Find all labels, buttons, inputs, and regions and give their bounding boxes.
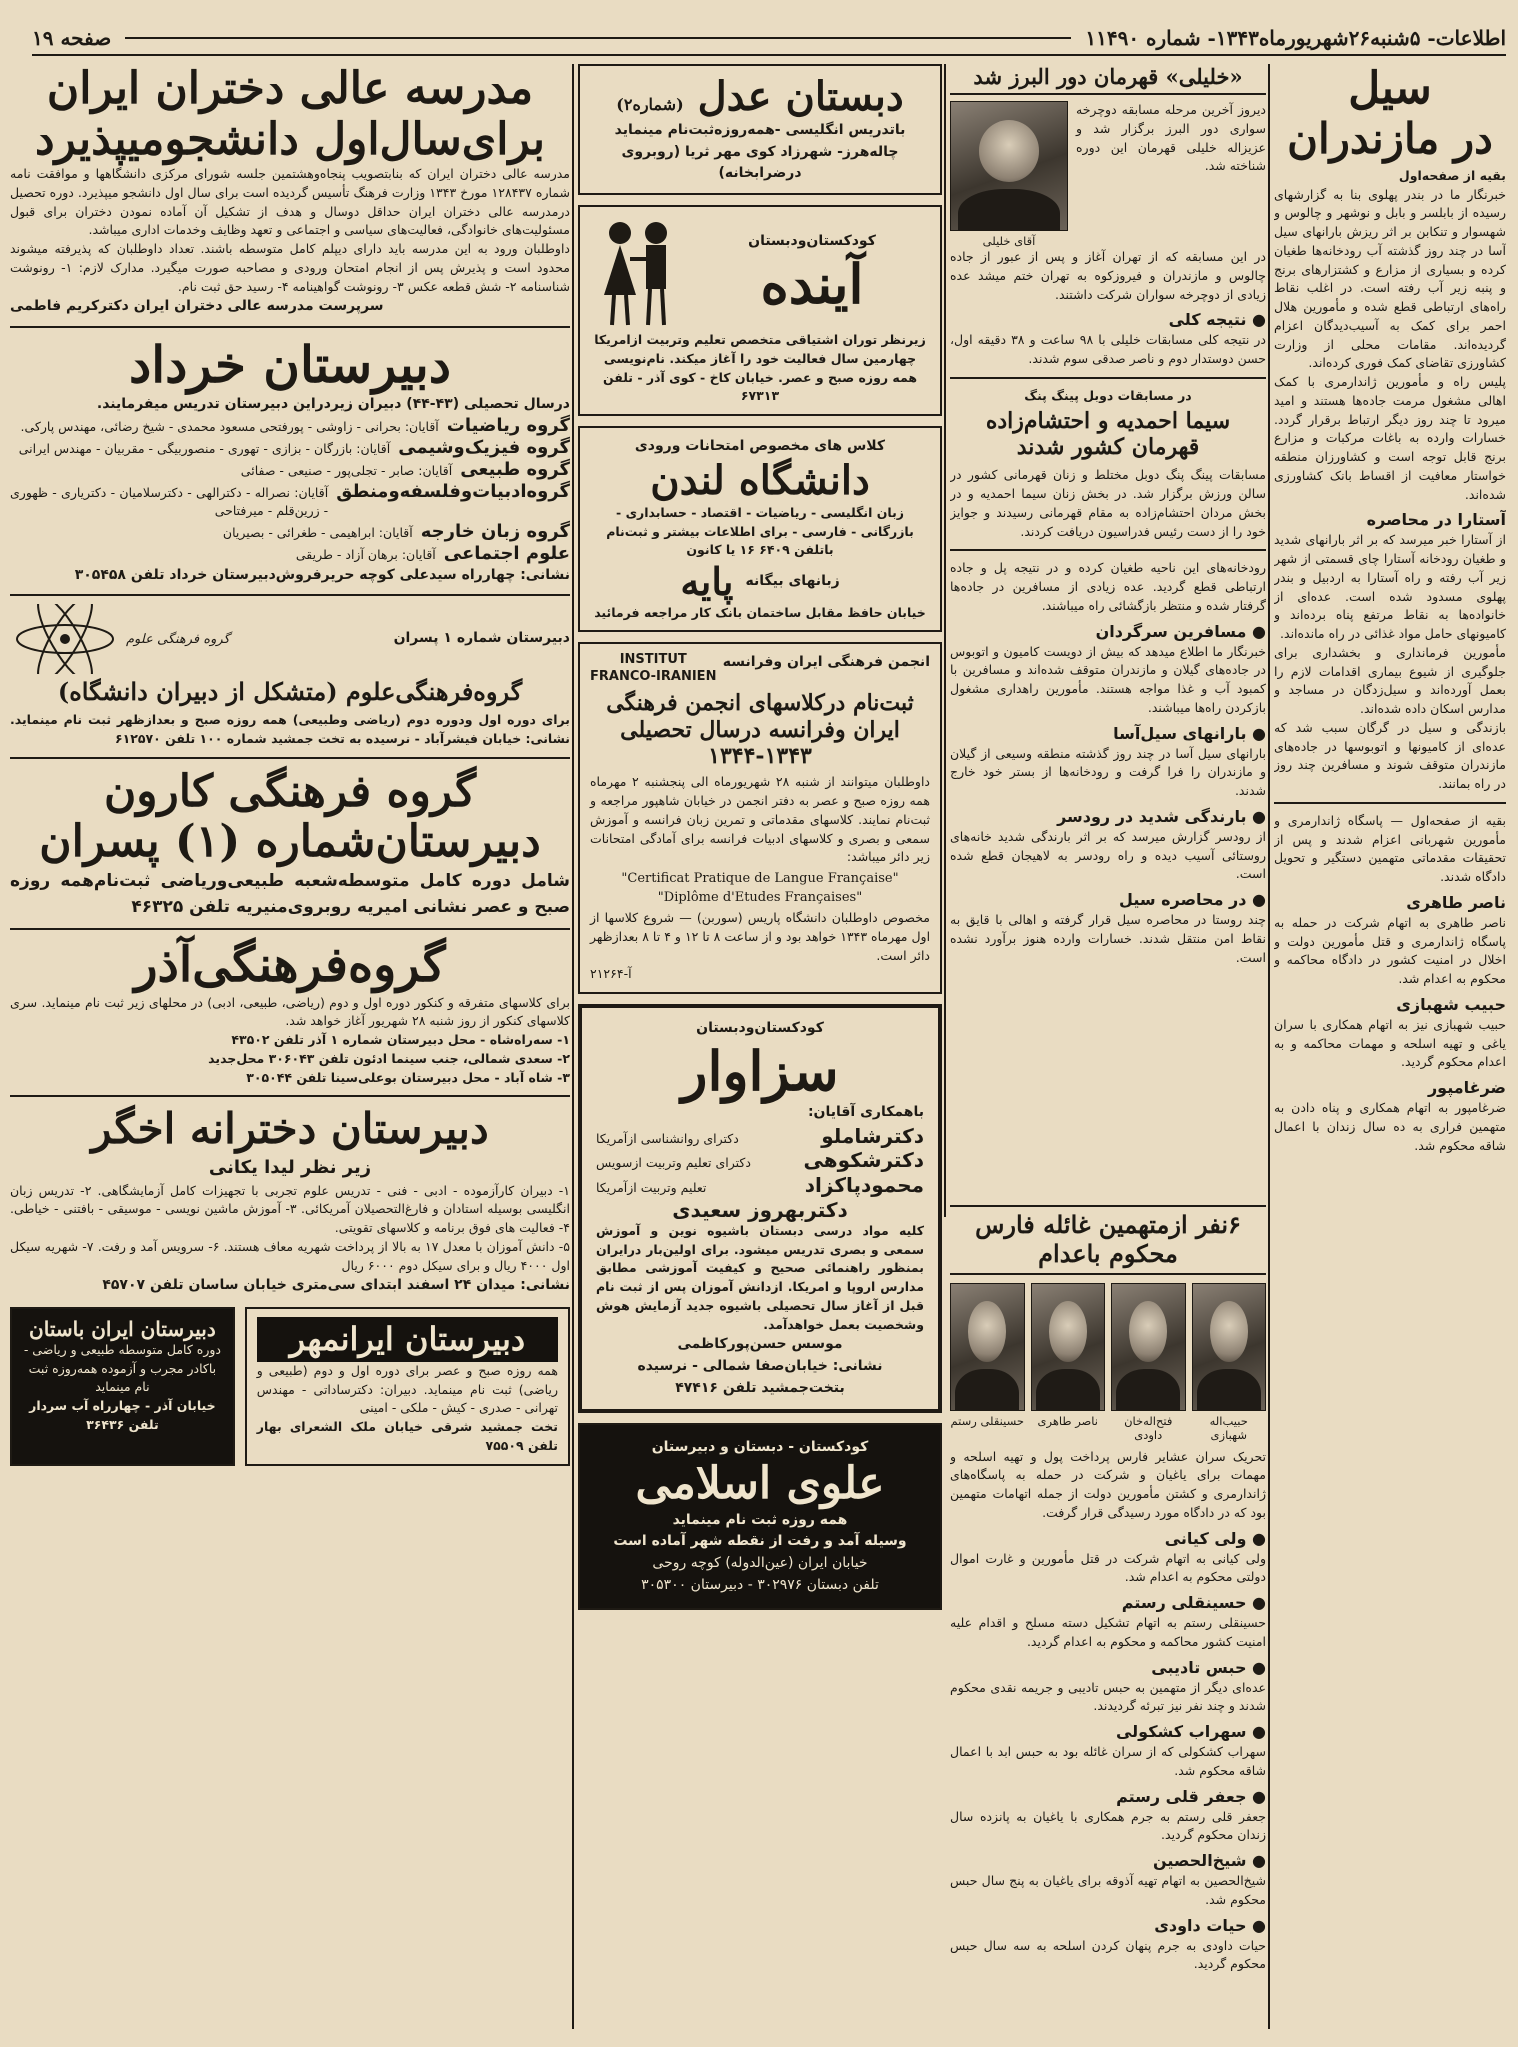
sentence-headline: ۶نفر ازمتهمین غائله فارس محکوم باعدام: [950, 1205, 1266, 1275]
defendant-photos: [950, 1283, 1266, 1442]
ad-azar: [10, 938, 570, 1087]
faculty-names: آقایان: صابر - تجلی‌پور - صنیعی - صفائی: [240, 462, 453, 478]
ad-alavi: [578, 1423, 942, 1610]
column-rule: [572, 64, 574, 2029]
defendant-photo: [1192, 1283, 1267, 1411]
sentence-subhead: حبیب شهبازی: [1396, 994, 1506, 1014]
flood-paragraph: بازندگی و سیل در گرگان سبب شد که عده‌ای از کامیونها و اتوبوسها در جاده‌های مازندران متوقف شوند و مسافرین چند روز در راه بمانند.: [1274, 719, 1506, 792]
ad-address: تخت جمشید شرقی خیابان ملک الشعرای بهار تلفن ۷۵۵۰۹: [256, 1419, 558, 1453]
left-ads-column: [10, 64, 570, 2029]
sentence-paragraph: حسینقلی رستم به اتهام تشکیل دسته مسلح و اقدام علیه امنیت کشور محاکمه و محکوم به اعدام گردید.: [950, 1615, 1266, 1649]
ad-intro: درسال تحصیلی (۴۳-۴۴) دبیران زیردراین دبیرستان تدریس میفرمایند.: [96, 395, 570, 412]
ad-kicker: کلاس های مخصوص امتحانات ورودی: [634, 438, 886, 455]
divider: [10, 928, 570, 930]
ad-director: موسس حسن‌پورکاظمی: [677, 1336, 843, 1353]
ad-address: نشانی: خیابان‌صفا شمالی - نرسیده بتخت‌جمشید تلفن ۴۷۴۱۶: [637, 1358, 883, 1396]
faculty-names: آقایان: نصراله - دکترالهی - دکترسلامیان - دکتریاری - ظهوری - زرین‌قلم - میرفتاحی: [10, 484, 329, 519]
ad-title: دبیرستان دخترانه اخگر: [91, 1104, 489, 1154]
ad-title: دبیرستان ایران باستان: [29, 1316, 216, 1341]
ad-kicker: باهمکاری آقایان:: [807, 1103, 924, 1120]
certificate-name: "Certificat Pratique de Langue Française": [621, 871, 899, 887]
flood-article: [1274, 64, 1506, 2029]
ad-location: ۲- سعدی شمالی، جنب سینما ادئون تلفن ۳۰۶۰۴۳ محل‌جدید: [208, 1050, 570, 1066]
ad-address: خیابان آذر - چهارراه آب سردار تلفن ۳۶۴۳۶: [29, 1398, 216, 1432]
faculty-names: آقایان: بازرگان - بزازی - تهوری - منصوربیگی - مقربیان - مهندس ایرانی: [18, 441, 391, 457]
masthead: اطلاعات- ۵شنبه۲۶شهریورماه۱۳۴۳- شماره ۱۱۴۹۰: [1085, 26, 1506, 50]
ad-body: شامل دوره کامل متوسطه‌شعبه طبیعی‌وریاضی ثبت‌نام‌همه روزه صبح و عصر نشانی امیریه روبروی‌منیریه تلفن ۴۶۳۲۵: [10, 870, 570, 918]
sentence-article: [950, 1205, 1266, 2029]
cycling-paragraph: در نتیجه کلی مسابقات خلیلی با ۹۸ ساعت و ۳۸ دقیقه اول، حسن دوستدار دوم و ناصر صدقی سوم شدند.: [950, 332, 1266, 367]
staff-credential: دکترای روانشناسی ازآمریکا: [596, 1130, 739, 1146]
ad-phone: تلفن دبستان ۳۰۲۹۷۶ - دبیرستان ۳۰۵۳۰۰: [641, 1576, 879, 1593]
faculty-group: گروه طبیعی: [460, 458, 570, 480]
logo-text: گروه فرهنگی علوم: [126, 631, 230, 647]
ad-title: دبیرستان ایرانمهر: [257, 1317, 558, 1362]
ad-title: آینده: [760, 251, 864, 316]
ad-karoun: [10, 767, 570, 921]
cyclist-photo-block: [950, 101, 1068, 248]
ad-london: [578, 426, 942, 632]
ad-body: برای کلاسهای متفرقه و کنکور دوره اول و دوم (ریاضی، طبیعی، ادبی) در محلهای زیر ثبت نام مینماید. سری کلاسهای کنکور از روز شنبه ۲۸ شهریور آغاز خواهد شد.: [10, 994, 570, 1029]
sentence-subhead: ناصر طاهری: [1406, 892, 1506, 912]
ad-body: زیرنظر توران اشتیاقی متخصص تعلیم وتربیت ازامریکا چهارمین سال فعالیت خود را آغاز میکند. نام‌نویسی همه روزه صبح و عصر. خیابان کاخ - کوی آذر - تلفن ۶۷۳۱۳: [594, 332, 926, 404]
divider: [10, 757, 570, 759]
ad-branch: (شماره۲): [616, 95, 684, 114]
ad-address: چاله‌هرز- شهرزاد کوی مهر ثریا (روبروی درضرابخانه): [621, 143, 899, 182]
sentence-subhead: ضرغامپور: [1427, 1078, 1506, 1098]
masthead-bar: [32, 22, 1506, 56]
sentence-subhead: ● شیخ‌الحصین: [1152, 1851, 1266, 1871]
divider: [10, 594, 570, 596]
sentence-paragraph: سهراب کشکولی که از سران غائله بود به حبس ابد با اعمال شاقه محکوم شد.: [950, 1744, 1266, 1778]
ad-address: نشانی: میدان ۲۴ اسفند ابتدای سی‌متری خیابان ساسان تلفن ۴۵۷۰۷: [102, 1277, 570, 1294]
staff-name: دکتربهروز سعیدی: [672, 1197, 848, 1222]
defendant-photo: [1111, 1283, 1186, 1411]
ad-title: دبیرستان‌شماره (۱) پسران: [39, 816, 541, 868]
ad-subtitle: باتدریس انگلیسی -همه‌روزه‌ثبت‌نام مینماید: [614, 122, 906, 138]
ad-sazavar: [578, 1004, 942, 1413]
ad-address: خیابان ایران (عین‌الدوله) کوچه روحی: [652, 1555, 868, 1572]
page-number: صفحه ۱۹: [32, 26, 112, 50]
flood-paragraph: چند روستا در محاصره سیل قرار گرفته و اهالی با قایق به نقاط امن منتقل شدند. خسارات وارده هنوز برآورد نشده است.: [950, 912, 1266, 965]
ad-body: کلیه مواد درسی دبستان باشیوه نوین و آموزش سمعی و بصری تدریس میشود. برای اولین‌بار درایران بمنظور راهنمائی صحیح و کیفیت آموزشی مطابق مدارس اروپا و امریکا. ازدانش آموزان پس از ثبت نام قبل از آغاز سال تحصیلی باشیوه جدید آزمایش هوش وشخصیت بعمل خواهدآمد.: [596, 1222, 924, 1332]
ad-body: برای دوره اول ودوره دوم (ریاضی وطبیعی) همه روزه صبح و بعدازظهر ثبت نام مینماید. نشانی: خیابان فیشرآباد - نرسیده به تخت جمشید شماره ۱۰۰ تلفن ۶۱۲۵۷۰: [10, 712, 570, 746]
ad-ayande: [578, 205, 942, 416]
ad-body: زبان انگلیسی - ریاضیات - اقتصاد - حسابداری - بازرگانی - فارسی - برای اطلاعات بیشتر و ثبت‌نام باتلفن ۶۴۰۹ ۱۶ یا کانون: [606, 504, 914, 558]
ad-subtitle: همه روزه ثبت نام مینماید: [672, 1511, 848, 1528]
cyclist-photo: [950, 101, 1068, 231]
ad-olum: [10, 604, 570, 748]
ad-kicker: کودکستان‌ودبستان: [748, 233, 876, 250]
sentence-paragraph: ولی کیانی به اتهام شرکت در قتل مأمورین و غارت اموال دولتی محکوم به اعدام شد.: [950, 1550, 1266, 1585]
cycling-block: [950, 101, 1266, 248]
ad-khordad: [10, 336, 570, 586]
cycling-paragraph: در این مسابقه که از تهران آغاز و پس از عبور از جاده چالوس و مازندران و فیروزکوه به تهران ختم میشد عده زیادی از دوچرخه سواران شرکت داشتند.: [950, 249, 1266, 302]
ad-adl: [578, 64, 942, 195]
flood-paragraph: مأمورین فرمانداری و بخشداری برای جلوگیری از شیوع بیماری اقدامات لازم را بعمل آورده‌اند و سیل‌زدگان در مساجد و مدارس اسکان داده شده‌اند.: [1274, 644, 1506, 717]
flood-paragraph: از آستارا خبر میرسد که بر اثر بارانهای شدید و طغیان رودخانه آستارا چای قسمتی از شهر زیر آب رفته و راه آستارا به اردبیل و بندر پهلوی مسدود شده است. عده‌ای از خانواده‌ها به نقاط مرتفع پناه برده‌اند و کامیونهای حامل مواد غذائی در راه مانده‌اند.: [1274, 532, 1506, 642]
faculty-group: گروه فیزیک‌وشیمی: [398, 437, 570, 459]
divider: [10, 326, 570, 328]
sentence-subhead: ● جعفر قلی رستم: [1116, 1786, 1266, 1806]
cycling-subhead: ● نتیجه کلی: [1168, 310, 1266, 330]
ad-title: سزاوار: [681, 1038, 839, 1103]
flood-subhead: ● مسافرین سرگردان: [1095, 621, 1266, 641]
ad-title: علوی اسلامی: [635, 1458, 885, 1510]
staff-name: دکترشاملو: [821, 1123, 924, 1148]
institut-name: INSTITUT: [619, 652, 687, 668]
flood-title-1: سیل: [1348, 64, 1432, 114]
pingpong-kicker: در مسابقات دوبل پینگ پنگ: [1024, 387, 1192, 403]
ad-subtitle: زیر نظر لیدا یکانی: [208, 1156, 372, 1178]
ad-title: گروه‌فرهنگی‌آذر: [134, 937, 446, 994]
flood-paragraph: بارانهای سیل آسا در چند روز گذشته منطقه وسیعی از گیلان و مازندران را فرا گرفت و رودخانه‌ها از بستر خود خارج شدند.: [950, 745, 1266, 799]
staff-name: دکترشکوهی: [803, 1148, 924, 1173]
ad-body: مخصوص داوطلبان دانشگاه پاریس (سوربن) — شروع کلاسها از اول مهرماه ۱۳۴۳ خواهد بود و از ساعت ۸ تا ۱۲ و ۴ تا ۸ بعدازظهر دائر است.: [590, 910, 931, 963]
column-rule: [944, 64, 946, 1217]
masthead-rule: [125, 37, 1071, 39]
sentence-paragraph: جعفر قلی رستم به جرم همکاری با یاغیان به پانزده سال زندان محکوم گردید.: [950, 1808, 1266, 1843]
ad-title: گروه فرهنگی کارون: [103, 765, 477, 817]
sentence-paragraph: حیات داودی به جرم پنهان کردن اسلحه به سه سال حبس محکوم گردید.: [950, 1937, 1266, 1972]
ad-body: ۵- دانش آموزان با معدل ۱۷ به بالا از پرداخت شهریه معاف هستند. ۶- سرویس آمد و رفت. ۷- شهریه سیکل اول ۴۰۰۰ ریال و برای سیکل دوم ۶۰۰۰ ریال: [10, 1238, 570, 1273]
ad-body: داوطلبان ورود به این مدرسه باید دارای دیپلم کامل متوسطه باشند. تعداد داوطلبان که پذیرفته میشوند محدود است و پذیرش پس از انجام امتحان ورودی و مصاحبه صورت میگیرد. مدارک لازم: ۱- رونوشت شناسنامه ۲- شش قطعه عکس ۳- رونوشت گواهینامه ۴- رسید حق ثبت نام.: [10, 241, 570, 294]
ad-title: ثبت‌نام درکلاسهای انجمن فرهنگی ایران وفرانسه درسال تحصیلی ۱۳۴۳-۱۳۴۴: [606, 690, 914, 769]
sentence-paragraph: ضرغامپور به اتهام همکاری و پناه دادن به متهمین فراری به ده سال زندان با اعمال شاقه محکوم شد.: [1274, 1100, 1506, 1153]
ad-title: برای‌سال‌اول دانشجومیپذیرد: [35, 113, 545, 165]
divider: [950, 549, 1266, 551]
photo-caption: حبیب‌اله شهبازی: [1209, 1413, 1248, 1442]
faculty-group: گروه زبان خارجه: [420, 521, 570, 543]
ad-location: ۳- شاه آباد - محل دبیرستان بوعلی‌سینا تلفن ۳۰۵۰۴۴: [246, 1069, 570, 1085]
ad-body: همه روزه صبح و عصر برای دوره اول و دوم (طبیعی و ریاضی) ثبت نام مینماید. دبیران: دکترساداتی - مهندس تهرانی - صدری - کیش - ملکی - امینی: [256, 1362, 558, 1416]
staff-name: محمودپاکزاد: [804, 1173, 924, 1198]
ad-akhgar: [10, 1105, 570, 1297]
children-illustration: [590, 215, 686, 331]
divider: [950, 377, 1266, 379]
sentence-paragraph: عده‌ای دیگر از متهمین به حبس تادیبی و جریمه نقدی محکوم شدند و چند نفر نیز تبرئه گردیدند.: [950, 1679, 1266, 1714]
flood-paragraph: رودخانه‌های این ناحیه طغیان کرده و در نتیجه پل و جاده ارتباطی قطع گردید. عده زیادی از مسافرین در جاده‌ها گرفتار شده و منتظر بازگشائی راه میباشند.: [950, 560, 1266, 613]
ad-body: داوطلبان میتوانند از شنبه ۲۸ شهریورماه الی پنجشنبه ۲ مهرماه همه روزه صبح و عصر به دفتر انجمن در خیابان شاهپور مراجعه و ثبت‌نام نمایند. کلاسهای مقدماتی و تمرین زبان فرانسه و آموزش سمعی و بصری و کلاسهای ادبیات فرانسه برای آمادگی امتحانات زیر دائر میباشد:: [590, 774, 931, 865]
ad-address: نشانی: چهارراه سیدعلی کوچه حریرفروش‌دبیرستان خرداد تلفن ۳۰۵۴۵۸: [74, 566, 570, 583]
flood-subhead: ● در محاصره سیل: [1119, 890, 1266, 910]
faculty-names: آقایان: برهان آزاد - طریقی: [295, 546, 436, 562]
faculty-group: گروه ریاضیات: [446, 415, 570, 437]
ad-title: دبیرستان خرداد: [128, 335, 452, 395]
flood-subhead: ● بارانهای سیل‌آسا: [1113, 723, 1266, 743]
ad-body: دوره کامل متوسطه طبیعی و ریاضی - باکادر مجرب و آزموده همه‌روزه ثبت نام مینماید: [23, 1341, 221, 1395]
sentence-continued: بقیه از صفحه‌اول — پاسگاه ژاندارمری و مأمورین شهربانی اعزام شدند و پس از تحقیقات مقدماتی متهمین دستگیر و تحویل دادگاه شدند.: [1274, 812, 1506, 885]
ad-kicker: کودکستان - دبستان و دبیرستان: [651, 1439, 869, 1456]
flood-paragraph: خبرنگار ما اطلاع میدهد که بیش از دویست کامیون و اتوبوس در جاده‌های گیلان و مازندران متوقف شده‌اند و مسافرین با کمبود آب و غذا مواجه هستند. مأمورین راهداری مشغول بازکردن راه‌ها میباشند.: [950, 643, 1266, 715]
cycling-headline: «خلیلی» قهرمان دور البرز شد: [950, 64, 1266, 95]
ad-title: گروه‌فرهنگی‌علوم (متشکل از دبیران دانشگاه): [57, 677, 523, 707]
ad-kicker: انجمن فرهنگی ایران وفرانسه: [722, 654, 930, 671]
ad-title: دانشگاه لندن: [650, 456, 870, 504]
ad-kicker: زبانهای بیگانه: [745, 573, 840, 589]
sentence-subhead: ● ولی کیانی: [1164, 1528, 1266, 1548]
ad-title: دبستان عدل (شماره۲): [616, 73, 904, 120]
faculty-group: علوم اجتماعی: [443, 542, 570, 564]
ad-body: ۱- دبیران کارآزموده - ادبی - فنی - تدریس علوم تجربی با تجهیزات کامل آزمایشگاهی. ۲- تدریس زبان انگلیسی بوسیله استادان و فارغ‌التحصیلان آمریکائی. ۳- آموزش ماشین نویسی - موسیقی - بافتنی - خیاطی. ۴- فعالیت های فوق برنامه و کلاسهای تقویتی.: [10, 1182, 570, 1236]
column-rule: [1268, 64, 1270, 2029]
flood-subhead: ● بارندگی شدید در رودسر: [1057, 806, 1266, 826]
flood-subhead: آستارا در محاصره: [1366, 510, 1506, 530]
ad-body: مدرسه عالی دختران ایران که بنابتصویب پنجاه‌وهشتمین جلسه شورای مرکزی دانشگاهها و موافقت نامه شماره ۱۲۸۴۳۷ مورخ ۱۳۴۳ وزارت فرهنگ تأسیس گردیده است برای سال اول دانشجو میپذیرد. دوره تحصیل درمدرسه عالی دختران ایران حداقل دوسال و هدف از تشکیل آن آماده نمودن دختران برای قبول مسئولیت‌های خانوادگی، فعالیت‌های سیاسی و اجتماعی و تعهد وظایف وخدمات اداری میباشد.: [10, 166, 570, 238]
flood-paragraph: پلیس راه و مأمورین ژاندارمری با کمک اهالی مشغول مرمت جاده‌ها هستند و امید میرود تا چند روز دیگر ارتباط برقرار گردد. خسارات وارده به باغات مرکبات و مزارع برنج قابل توجه است و کشاورزان منطقه خواستار معافیت از اقساط بانک کشاورزی شده‌اند.: [1274, 374, 1506, 502]
photo-caption: حسینقلی رستم: [950, 1413, 1024, 1428]
ad-kicker: کودکستان‌ودبستان: [696, 1020, 824, 1037]
defendant-photo: [950, 1283, 1025, 1411]
staff-credential: دکترای تعلیم وتربیت ازسویس: [596, 1155, 751, 1171]
sentence-subhead: ● حیات داودی: [1154, 1915, 1266, 1935]
ad-location: ۱- سه‌راه‌شاه - محل دبیرستان شماره ۱ آذر تلفن ۴۳۵۰۲: [231, 1032, 570, 1048]
ad-madrese-aali: [10, 64, 570, 318]
ad-iranbastan: [10, 1307, 235, 1466]
sentence-subhead: ● حسینقلی رستم: [1121, 1593, 1266, 1613]
defendant-photo: [1031, 1283, 1106, 1411]
faculty-group: گروه‌ادبیات‌وفلسفه‌ومنطق: [336, 480, 570, 502]
flood-paragraph: از رودسر گزارش میرسد که بر اثر بارندگی شدید خانه‌های روستائی آسیب دیده و راه رودسر به لاهیجان قطع شده است.: [950, 828, 1266, 882]
ad-institut: [578, 642, 942, 994]
faculty-names: آقایان: ابراهیمی - طغرائی - بصیریان: [222, 525, 413, 541]
sports-column: [950, 64, 1266, 1217]
sentence-paragraph: حبیب شهبازی نیز به اتهام همکاری با سران یاغی و تهیه اسلحه و مهمات محاکمه و به اعدام محکوم گردید.: [1274, 1016, 1506, 1070]
ad-reference: آ-۲۱۲۶۴: [590, 966, 632, 982]
ad-iranmehr: [245, 1307, 570, 1466]
certificate-name: "Diplôme d'Etudes Françaises": [657, 890, 863, 906]
pingpong-headline: سیما احمدیه و احتشام‌زاده قهرمان کشور شدند: [985, 407, 1231, 461]
divider: [1274, 802, 1506, 804]
flood-paragraph: خبرنگار ما در بندر پهلوی بنا به گزارشهای رسیده از بابلسر و بابل و نوشهر و چالوس و شهسوار و تنکابن بر اثر ریزش بارانهای سیل آسا در چند روز گذشته آب رودخانه‌ها طغیان کرده و بسیاری از مزارع و کشتزارهای برنج و پنبه زیر آب رفته است. در اغلب نقاط راه‌های ارتباطی قطع شده و مأمورین هلال احمر برای کمک به آسیب‌دیدگان اعزام گردیده‌اند. مقامات محلی از وزارت کشاورزی تقاضای کمک فوری کرده‌اند.: [1274, 186, 1506, 371]
ad-kicker: دبیرستان شماره ۱ پسران: [393, 630, 570, 647]
staff-credential: تعلیم وتربیت ازآمریکا: [596, 1180, 707, 1196]
sentence-paragraph: ناصر طاهری به اتهام شرکت در حمله به پاسگاه ژاندارمری و قتل مأمورین دولت و اخلال در امنیت کشور در دادگاه محاکمه و محکوم به اعدام شد.: [1274, 914, 1506, 987]
ad-title: پایه: [680, 559, 734, 604]
photo-caption: آقای خلیلی: [982, 234, 1036, 249]
ad-signature: سرپرست مدرسه عالی دختران ایران دکترکریم فاطمی: [10, 298, 384, 315]
ad-transport: وسیله آمد و رفت از نقطه شهر آماده است: [613, 1533, 907, 1550]
flood-title-2: در مازندران: [1287, 113, 1493, 163]
school-ads-column: [578, 64, 942, 2029]
ad-title: مدرسه عالی دختران ایران: [46, 64, 534, 114]
photo-caption: ناصر طاهری: [1037, 1413, 1099, 1428]
faculty-names: آقایان: بحرانی - زاوشی - پورفتحی مسعود محمدی - شیخ رضائی، مهندس پارکی.: [20, 419, 439, 435]
pingpong-paragraph: مسابقات پینگ پنگ دوبل مختلط و زنان قهرمانی کشور در سالن ورزش برگزار شد. در بخش زنان سیما احمدیه و در بخش مردان احتشام‌زاده به مقام قهرمانی رسیدند و جوایز خود را از دست رئیس فدراسیون دریافت کردند.: [950, 467, 1266, 539]
sentence-subhead: ● حبس تادیبی: [1151, 1657, 1266, 1677]
photo-caption: فتح‌اله‌خان داودی: [1124, 1413, 1173, 1442]
divider: [10, 1095, 570, 1097]
sentence-paragraph: شیخ‌الحصین به اتهام تهیه آذوقه برای یاغیان به پنج سال حبس محکوم شد.: [950, 1873, 1266, 1907]
cycling-paragraph: دیروز آخرین مرحله مسابقه دوچرخه سواری دور البرز برگزار شد و عزیزاله خلیلی قهرمان این دوره شناخته شد.: [1076, 102, 1266, 174]
sentence-subhead: ● سهراب کشکولی: [1115, 1722, 1266, 1742]
atom-logo-icon: [10, 604, 120, 674]
institut-name: FRANCO-IRANIEN: [590, 669, 717, 685]
sentence-paragraph: تحریک سران عشایر فارس پرداخت پول و تهیه اسلحه و مهمات برای یاغیان و شرکت در حمله به پاسگاه‌های ژاندارمری و کشتن مأمورین دولت از جمله اتهامات متهمین بود که در دادگاه مورد رسیدگی قرار گرفت.: [950, 1448, 1266, 1520]
flood-continued: بقیه از صفحه‌اول: [1398, 167, 1506, 183]
ad-address: خیابان حافظ مقابل ساختمان بانک کار مراجعه فرمائید: [594, 604, 926, 620]
